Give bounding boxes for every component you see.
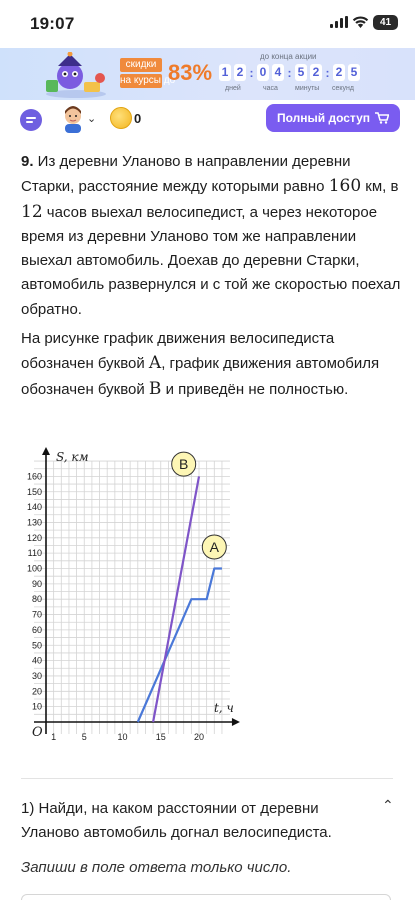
origin-label: O: [32, 725, 43, 740]
y-tick-label: 150: [26, 486, 42, 497]
x-tick-label: 10: [117, 732, 128, 742]
chat-button[interactable]: [20, 109, 42, 131]
timer-digit: 2: [234, 64, 246, 81]
x-axis-arrow: [232, 718, 240, 726]
promo-pill-discount: скидки: [120, 58, 162, 72]
divider: [21, 778, 393, 779]
y-tick-label: 10: [31, 701, 42, 712]
avatar[interactable]: [62, 105, 84, 133]
problem-text: , график движения автомобиля обозначен буквой: [21, 355, 380, 398]
mascot-icon: [40, 52, 112, 98]
y-tick-label: 110: [27, 548, 42, 559]
promo-until-label: до конца акции: [260, 52, 317, 61]
problem-text: и приведён не полностью.: [161, 380, 349, 398]
y-tick-label: 60: [31, 624, 42, 635]
full-access-label: Полный доступ: [276, 111, 371, 125]
y-tick-label: 120: [26, 532, 42, 543]
motion-chart: [0, 420, 415, 750]
status-time: 19:07: [30, 14, 75, 33]
y-tick-label: 70: [31, 609, 42, 620]
y-tick-label: 140: [26, 502, 42, 513]
series-label: A: [209, 539, 219, 556]
timer-unit-days: дней: [225, 85, 241, 92]
timer-digit: 0: [257, 64, 269, 81]
answer-hint: Запиши в поле ответа только число.: [21, 859, 292, 876]
chevron-up-icon[interactable]: ⌃: [382, 797, 394, 813]
chart-description: [21, 327, 401, 402]
y-tick-label: 90: [31, 578, 42, 589]
y-tick-label: 100: [26, 563, 42, 574]
y-tick-label: 130: [26, 517, 42, 528]
promo-percent: 83%: [168, 60, 213, 85]
y-tick-label: 160: [26, 471, 42, 482]
timer-digit: 2: [310, 64, 322, 81]
problem-text: Из деревни Уланово в направлении деревни Старки, расстояние между которыми равно: [21, 153, 351, 196]
y-tick-label: 20: [31, 686, 42, 697]
app-header: [0, 100, 415, 138]
question-text: 1) Найди, на каком расстоянии от деревни Уланово автомобиль догнал велосипедиста.: [21, 800, 332, 841]
chat-icon: [20, 109, 42, 131]
x-tick-label: 5: [81, 732, 87, 742]
battery-icon: 41: [373, 15, 398, 30]
timer-digit: 5: [295, 64, 307, 81]
y-tick-label: 50: [31, 640, 42, 651]
timer-digit: 2: [333, 64, 345, 81]
timer-separator: :: [249, 65, 254, 80]
timer-separator: :: [287, 65, 292, 80]
letter-a: A: [148, 353, 162, 374]
promo-pill-courses: на курсы до: [120, 75, 176, 86]
answer-input[interactable]: [21, 894, 391, 900]
y-axis-label: S, км: [56, 450, 89, 465]
coin-count: 0: [134, 111, 142, 126]
timer-digit: 5: [348, 64, 360, 81]
chevron-down-icon[interactable]: ⌄: [87, 113, 97, 125]
cart-icon: [375, 112, 389, 124]
promo-banner[interactable]: [0, 48, 415, 100]
timer-digit: 4: [272, 64, 284, 81]
problem-paragraph: [21, 150, 401, 322]
problem-text: км, в: [361, 178, 399, 196]
x-axis-label: t, ч: [213, 701, 234, 715]
timer-separator: :: [325, 65, 330, 80]
letter-b: B: [148, 378, 162, 399]
start-hour-value: 12: [21, 201, 43, 222]
y-tick-label: 40: [31, 655, 42, 666]
wifi-icon: [352, 16, 369, 28]
y-tick-label: 30: [31, 670, 42, 681]
coin-icon: [110, 107, 132, 129]
cellular-signal-icon: [330, 16, 348, 28]
full-access-button[interactable]: [266, 104, 400, 132]
status-bar: [0, 0, 415, 48]
countdown-timer: [219, 64, 363, 81]
distance-value: 160: [328, 176, 362, 197]
y-axis-arrow: [42, 447, 50, 455]
timer-unit-minutes: минуты: [295, 85, 320, 92]
series-label: B: [179, 456, 189, 473]
x-tick-label: 15: [155, 732, 166, 742]
timer-unit-seconds: секунд: [332, 85, 354, 92]
timer-unit-hours: часа: [263, 85, 278, 92]
x-tick-label: 20: [193, 732, 205, 742]
x-tick-label: 1: [51, 732, 57, 742]
problem-text: На рисунке график движения велосипедиста обозначен буквой: [21, 330, 335, 373]
timer-digit: 1: [219, 64, 231, 81]
problem-text: часов выехал велосипедист, а через некоторое время из деревни Уланово том же направлении выехал автомобиль. Доехав до деревни Старки, автомобиль развернулся и с той же скоростью поехал обратно.: [21, 203, 401, 318]
problem-number: 9.: [21, 153, 34, 170]
y-tick-label: 80: [31, 594, 42, 605]
